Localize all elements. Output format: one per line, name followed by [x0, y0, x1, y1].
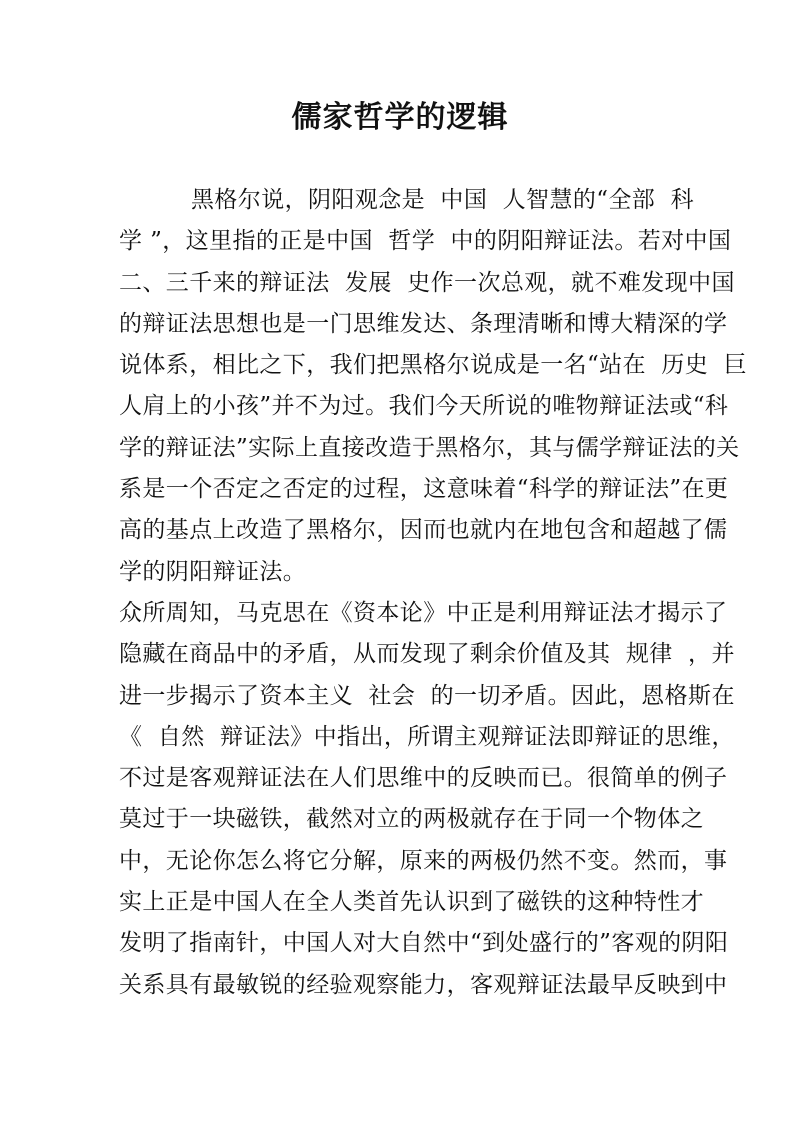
text-line: 发明了指南针，中国人对大自然中“到处盛行的”客观的阴阳 — [119, 930, 729, 957]
text-line: 学的辩证法”实际上直接改造于黑格尔，其与儒学辩证法的关 — [119, 434, 740, 461]
paragraph-2 — [119, 593, 735, 1006]
text-line: 二、三千来的辩证法 发展 史作一次总观，就不难发现中国 — [119, 269, 735, 296]
text-line: 中，无论你怎么将它分解，原来的两极仍然不变。然而，事 — [119, 847, 728, 874]
document-body — [119, 180, 748, 1006]
text-line: 高的基点上改造了黑格尔，因而也就内在地包含和超越了儒 — [119, 517, 728, 544]
text-line: 众所周知，马克思在《资本论》中正是利用辩证法才揭示了 — [119, 599, 728, 626]
paragraph-1 — [119, 180, 748, 593]
text-line: 不过是客观辩证法在人们思维中的反映而已。很简单的例子 — [119, 765, 728, 792]
text-line: 的辩证法思想也是一门思维发达、条理清晰和博大精深的学 — [119, 310, 728, 337]
text-line: 《 自然 辩证法》中指出，所谓主观辩证法即辩证的思维， — [119, 723, 735, 750]
text-line: 学的阴阳辩证法。 — [119, 558, 307, 585]
text-line: 莫过于一块磁铁，截然对立的两极就存在于同一个物体之 — [119, 806, 704, 833]
text-line: 隐藏在商品中的矛盾，从而发现了剩余价值及其 规律 ，并 — [119, 641, 735, 668]
text-line: 人肩上的小孩”并不为过。我们今天所说的唯物辩证法或“科 — [119, 393, 729, 420]
text-line: 实上正是中国人在全人类首先认识到了磁铁的这种特性才 — [119, 889, 704, 916]
text-line: 学 ”，这里指的正是中国 哲学 中的阴阳辩证法。若对中国 — [119, 228, 732, 255]
text-line: 黑格尔说，阴阳观念是 中国 人智慧的“全部 科 — [191, 187, 695, 213]
text-line: 说体系，相比之下，我们把黑格尔说成是一名“站在 历史 巨 — [119, 352, 748, 379]
text-line: 系是一个否定之否定的过程，这意味着“科学的辩证法”在更 — [119, 476, 729, 503]
text-line: 进一步揭示了资本主义 社会 的一切矛盾。因此，恩格斯在 — [119, 682, 735, 709]
page-title: 儒家哲学的逻辑 — [291, 100, 509, 135]
text-line: 关系具有最敏锐的经验观察能力，客观辩证法最早反映到中 — [119, 971, 728, 998]
